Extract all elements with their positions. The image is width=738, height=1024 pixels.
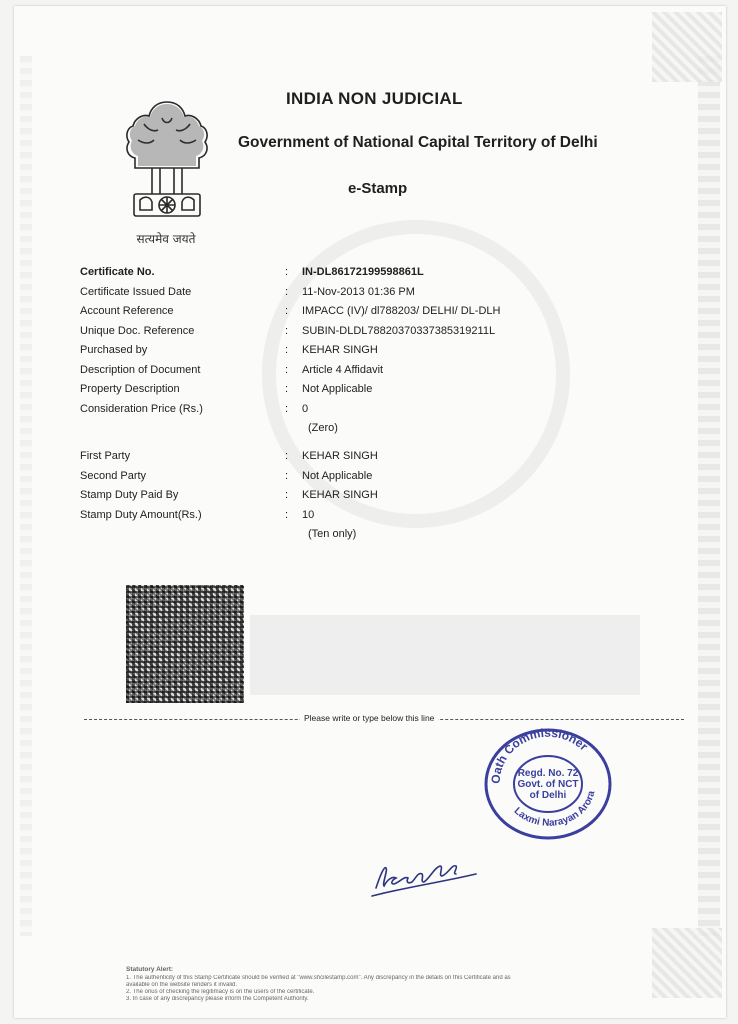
national-emblem-icon (112, 96, 222, 226)
field-value: SUBIN-DLDL78820370337385319211L (302, 324, 496, 337)
field-row: Stamp Duty Paid By : KEHAR SINGH (80, 489, 378, 501)
field-row: Unique Doc. Reference : SUBIN-DLDL78820370337385319211L (80, 324, 496, 337)
stamp-type: e-Stamp (348, 180, 408, 197)
statutory-alert-line: available on the website renders it invalid. (126, 982, 238, 988)
qr-code (126, 585, 244, 703)
seal-top-text: Oath Commissioner (488, 725, 591, 785)
consideration-price-words: (Zero) (308, 422, 338, 434)
field-label: Stamp Duty Paid By (80, 489, 179, 501)
statutory-alert-title: Statutory Alert: (126, 966, 174, 973)
field-row: Description of Document : Article 4 Affidavit (80, 363, 384, 376)
field-row: Certificate Issued Date : 11-Nov-2013 01:36 PM (80, 285, 415, 298)
field-row: Consideration Price (Rs.) : 0 (80, 402, 309, 415)
field-value: Article 4 Affidavit (302, 363, 384, 376)
field-value: KEHAR SINGH (302, 344, 378, 356)
stamp-duty-amount-words: (Ten only) (308, 528, 357, 540)
signature-icon (368, 848, 480, 904)
field-label: Description of Document (80, 363, 201, 376)
field-label: First Party (80, 450, 131, 462)
seal-line-2: Govt. of NCT (517, 779, 579, 790)
divider-instruction: Please write or type below this line (300, 713, 438, 723)
statutory-alert-line: 1. The authenticity of this Stamp Certificate should be verified at "www.shcilestamp.com". Any discrepancy in the details on this Certificate and as (126, 975, 511, 981)
field-label: Second Party (80, 469, 147, 482)
seal-line-3: of Delhi (529, 790, 567, 801)
field-label: Stamp Duty Amount(Rs.) (80, 508, 202, 521)
field-label: Account Reference (80, 305, 174, 317)
field-value: KEHAR SINGH (302, 489, 378, 501)
field-row: Property Description : Not Applicable (80, 383, 373, 395)
field-value: 10 (302, 508, 315, 521)
document-subtitle: Government of National Capital Territory of Delhi (238, 134, 598, 151)
field-row: First Party : KEHAR SINGH (80, 450, 378, 462)
seal-line-1: Regd. No. 72 (517, 768, 579, 779)
field-label: Unique Doc. Reference (80, 324, 195, 337)
field-row: Account Reference : IMPACC (IV)/ dl788203/ DELHI/ DL-DLH (80, 305, 501, 317)
watermark-band (250, 615, 640, 695)
security-corner-top (652, 12, 722, 82)
field-subvalue-row (80, 422, 560, 442)
statutory-alert-line: 2. The onus of checking the legitimacy is on the users of the certificate. (126, 989, 315, 995)
field-row: Second Party : Not Applicable (80, 469, 373, 482)
field-row: Purchased by : KEHAR SINGH (80, 344, 378, 356)
field-value: IN-DL86172199598861L (302, 266, 424, 278)
field-row: Certificate No. : IN-DL86172199598861L (80, 266, 424, 278)
field-value: KEHAR SINGH (302, 450, 378, 462)
field-label: Certificate Issued Date (80, 285, 192, 298)
statutory-alert-line: 3. In case of any discrepancy please inform the Competent Authority. (126, 996, 309, 1002)
field-row: Stamp Duty Amount(Rs.) : 10 (80, 508, 315, 521)
certificate-details (80, 266, 560, 548)
oath-commissioner-seal-icon (478, 722, 618, 842)
field-label: Certificate No. (80, 266, 155, 278)
field-label: Purchased by (80, 344, 148, 356)
security-border-left (20, 56, 32, 936)
security-corner-bottom (652, 928, 722, 998)
field-label: Property Description (80, 383, 180, 395)
security-border-right (698, 56, 720, 936)
field-value: Not Applicable (302, 383, 373, 395)
field-label: Consideration Price (Rs.) (80, 402, 203, 415)
seal-bottom-text: Laxmi Narayan Arora (511, 789, 598, 829)
field-value: 11-Nov-2013 01:36 PM (302, 285, 415, 298)
field-subvalue-row (80, 528, 560, 548)
statutory-alert (126, 966, 646, 1003)
emblem-motto: सत्यमेव जयते (136, 232, 196, 246)
field-value: 0 (302, 402, 309, 415)
field-value: Not Applicable (302, 469, 373, 482)
field-value: IMPACC (IV)/ dl788203/ DELHI/ DL-DLH (302, 305, 501, 317)
document-title: INDIA NON JUDICIAL (286, 89, 463, 108)
